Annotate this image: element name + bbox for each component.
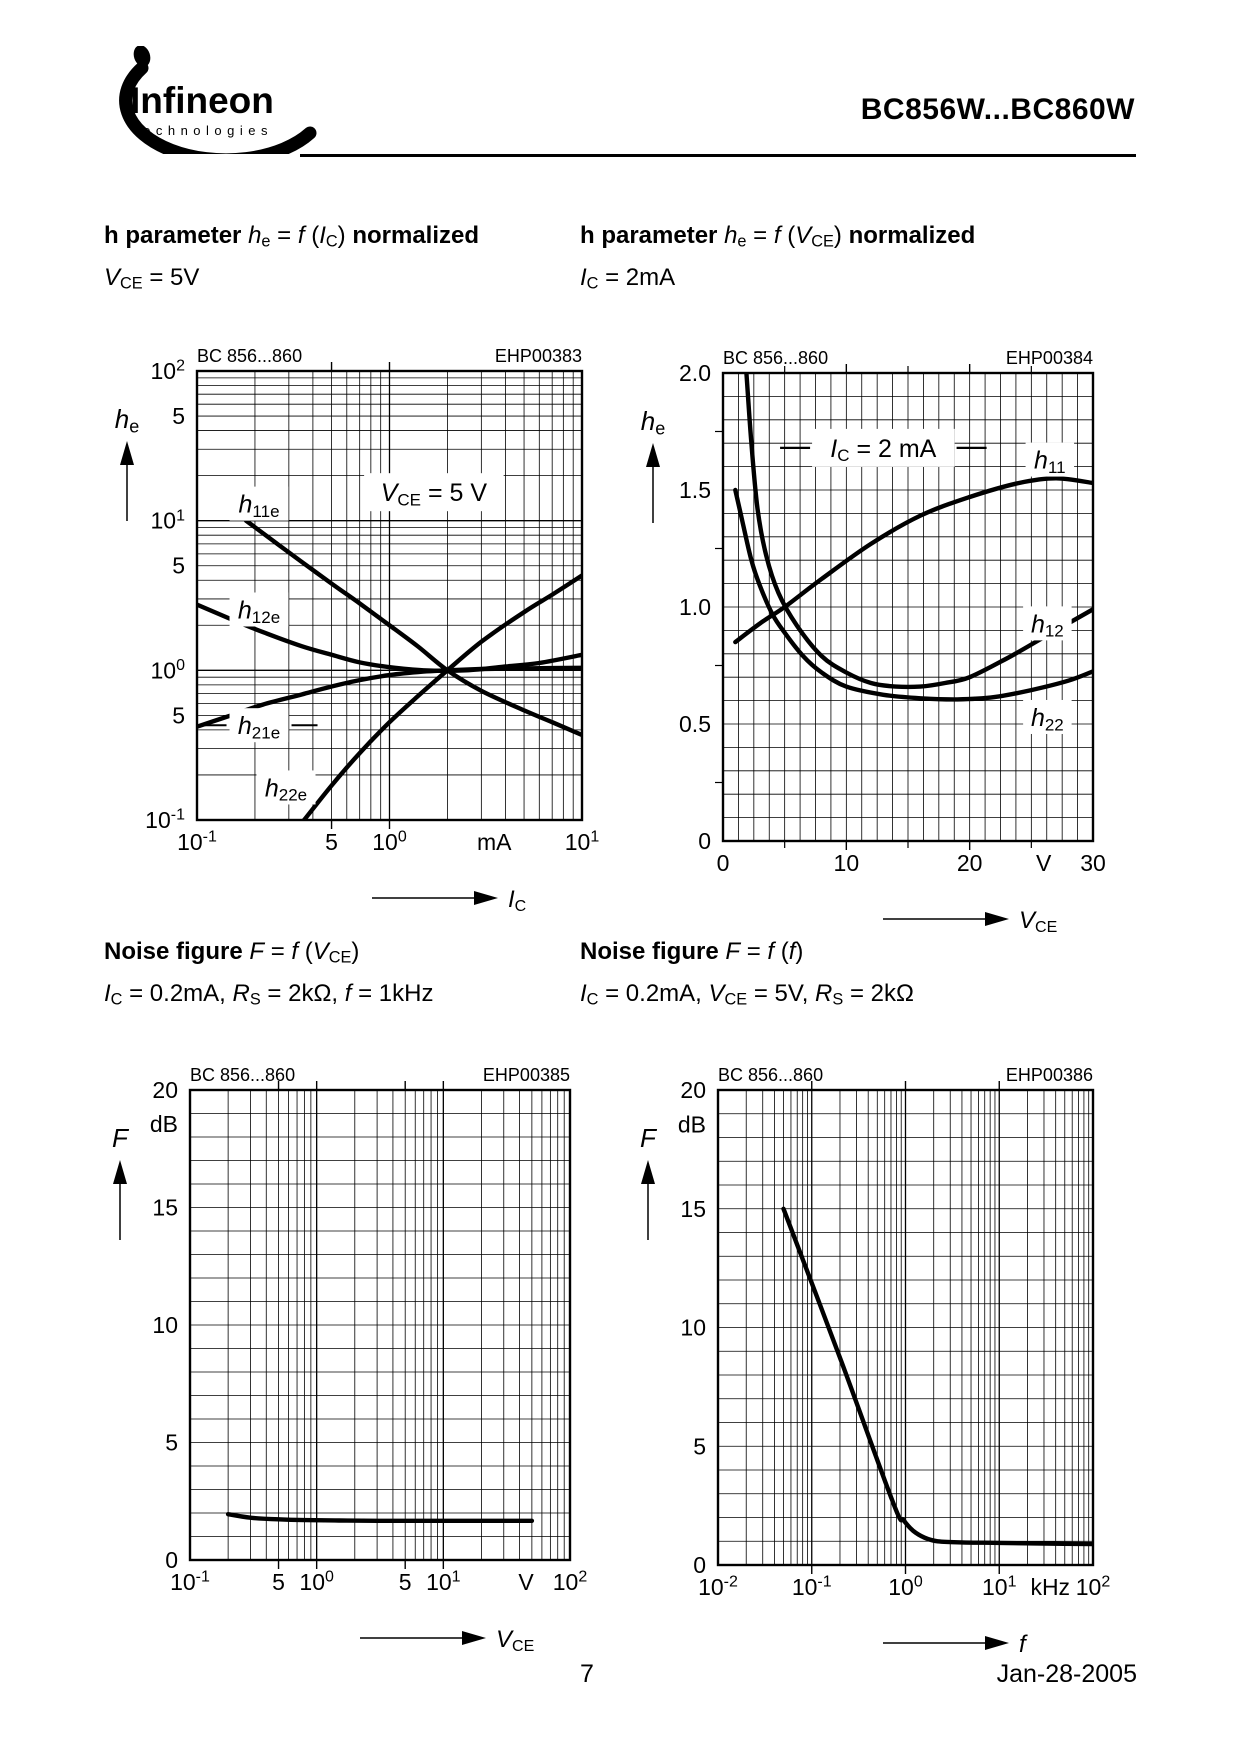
svg-text:10-1: $10^{-1}$ [170, 1568, 210, 1595]
text-segment: f [297, 222, 305, 249]
text-segment: I [104, 980, 111, 1007]
text-segment: V [795, 222, 812, 249]
text-segment: f [344, 980, 352, 1007]
text-segment: ) [337, 222, 353, 249]
text-segment: C [586, 990, 599, 1009]
y-axis-arrow-icon [120, 441, 134, 465]
y-axis-label: F [640, 1123, 656, 1153]
text-segment: = 5V, [747, 980, 816, 1007]
svg-text:kHz: kHz [1030, 1574, 1071, 1600]
svg-text:102: $10^2$ [150, 357, 185, 384]
y-axis-arrow-icon [641, 1160, 655, 1184]
chart-device-range: BC 856...860 [190, 1065, 296, 1085]
svg-text:V: V [518, 1569, 534, 1595]
svg-text:5: 5 [325, 829, 338, 855]
page-number: 7 [580, 1660, 594, 1688]
svg-text:0.5: 0.5 [679, 711, 711, 737]
text-segment: F [725, 938, 741, 965]
svg-text:101: $10^1$ [150, 507, 185, 534]
footer-date: Jan-28-2005 [996, 1660, 1137, 1688]
section-conditions-noise-f [580, 980, 914, 1010]
svg-text:5: 5 [398, 1569, 412, 1595]
svg-text:dB: dB [149, 1111, 178, 1138]
text-segment: Noise figure [104, 938, 250, 965]
curve-label-h11e: h11e [238, 490, 280, 521]
curve-label-h11: h11 [1034, 446, 1066, 477]
svg-text:15: 15 [152, 1194, 178, 1221]
text-segment: = 0.2mA, [122, 980, 233, 1007]
text-segment: I [319, 222, 326, 249]
text-segment: = [740, 938, 768, 965]
text-segment: f [291, 938, 299, 965]
svg-text:102: $10^2$ [1075, 1573, 1111, 1600]
text-segment: CE [811, 232, 834, 251]
svg-text:102: $10^2$ [552, 1568, 588, 1595]
section-conditions-h-param-vce [580, 264, 675, 294]
text-segment: C [110, 990, 123, 1009]
svg-text:dB: dB [677, 1111, 706, 1138]
svg-text:1.5: 1.5 [679, 477, 711, 503]
text-segment: R [232, 980, 250, 1007]
text-segment: f [767, 938, 775, 965]
brand-tagline: technologies [134, 123, 273, 138]
svg-text:100: $10^0$ [372, 828, 407, 855]
svg-text:10: 10 [833, 850, 860, 876]
svg-text:1.0: 1.0 [679, 594, 711, 620]
chart-ehp00385 [100, 1050, 640, 1705]
chart-canvas [100, 1050, 640, 1705]
series-group [228, 1514, 532, 1521]
chart-device-range: BC 856...860 [197, 346, 303, 366]
text-segment: = [746, 222, 774, 249]
svg-text:mA: mA [476, 829, 512, 855]
svg-text:20: 20 [956, 850, 983, 876]
text-segment: I [580, 264, 587, 291]
text-segment: f [773, 222, 781, 249]
text-segment: ( [780, 222, 796, 249]
chart-canvas [620, 335, 1140, 950]
x-axis-arrow-icon [462, 1631, 486, 1645]
text-segment: Noise figure [580, 938, 726, 965]
curve-h22e [304, 576, 582, 821]
curve-label-h12e: h12e [237, 596, 281, 627]
text-segment: ) [833, 222, 849, 249]
svg-text:101: $10^1$ [982, 1573, 1017, 1600]
x-axis-label: VCE [1019, 907, 1058, 937]
curve-F [228, 1514, 532, 1521]
grid [190, 1090, 570, 1560]
svg-text:100: $10^0$ [888, 1573, 923, 1600]
text-segment: h [724, 222, 738, 249]
section-conditions-h-param-ic [104, 264, 199, 294]
chart-figure-code: EHP00386 [1005, 1065, 1093, 1085]
text-segment: e [737, 232, 747, 251]
text-segment: I [580, 980, 587, 1007]
text-segment: = 2mA [598, 264, 676, 291]
text-segment: CE [120, 274, 143, 293]
chart-ehp00384 [620, 335, 1140, 950]
text-segment: = 1kHz [351, 980, 434, 1007]
brand-name: Infineon [130, 80, 274, 121]
text-segment: normalized [352, 222, 480, 249]
svg-text:0: 0 [693, 1552, 706, 1578]
text-segment: e [261, 232, 271, 251]
text-segment: CE [328, 948, 352, 967]
svg-text:5: 5 [172, 702, 185, 729]
grid [718, 1090, 1093, 1565]
text-segment: C [586, 274, 599, 293]
chart-figure-code: EHP00383 [494, 346, 582, 366]
curve-h11e [246, 521, 582, 735]
text-segment: normalized [848, 222, 976, 249]
svg-text:0: 0 [698, 828, 711, 854]
svg-text:10-1: $10^{-1}$ [177, 828, 217, 855]
svg-text:10: 10 [680, 1314, 706, 1341]
series-group [735, 373, 1093, 699]
svg-text:10-2: $10^{-2}$ [698, 1573, 738, 1600]
chart-ehp00383 [100, 335, 640, 950]
x-axis-label: VCE [496, 1626, 535, 1656]
svg-text:101: $10^1$ [564, 828, 600, 855]
curve-label-h21e: h21e [237, 712, 281, 743]
text-segment: F [249, 938, 265, 965]
text-segment: h [248, 222, 262, 249]
x-axis-label: IC [508, 886, 527, 916]
text-segment: ( [774, 938, 789, 965]
svg-text:5: 5 [165, 1429, 178, 1456]
text-segment: ( [298, 938, 313, 965]
svg-text:30: 30 [1080, 850, 1106, 876]
svg-text:5: 5 [172, 403, 185, 430]
svg-text:0: 0 [165, 1547, 178, 1573]
chart-annotation: IC = 2 mA [830, 434, 937, 466]
text-segment: = [270, 222, 298, 249]
text-segment: C [325, 232, 338, 251]
chart-figure-code: EHP00384 [1005, 348, 1093, 368]
chart-device-range: BC 856...860 [723, 348, 829, 368]
text-segment: = 0.2mA, [598, 980, 709, 1007]
text-segment: ) [795, 938, 804, 965]
chart-device-range: BC 856...860 [718, 1065, 824, 1085]
text-segment: S [249, 990, 261, 1009]
svg-text:100: $10^0$ [150, 657, 185, 684]
chart-ehp00386 [615, 1050, 1150, 1705]
text-segment: ( [304, 222, 320, 249]
svg-text:5: 5 [693, 1433, 706, 1460]
svg-text:10-1: $10^{-1}$ [145, 806, 185, 833]
section-title-h-param-vce [580, 222, 975, 252]
y-axis-arrow-icon [113, 1160, 127, 1184]
svg-text:10-1: $10^{-1}$ [791, 1573, 832, 1600]
logo-dot [131, 46, 153, 69]
svg-text:101: $10^1$ [426, 1568, 461, 1595]
x-axis-arrow-icon [474, 891, 498, 905]
header-rule [300, 154, 1136, 157]
curve-label-h12: h12 [1030, 610, 1064, 641]
svg-text:5: 5 [172, 552, 185, 579]
svg-text:5: 5 [272, 1569, 285, 1595]
y-axis-label: he [640, 406, 666, 439]
y-axis-arrow-icon [646, 443, 660, 467]
text-segment: V [104, 264, 121, 291]
y-axis-label: he [114, 404, 140, 437]
svg-text:15: 15 [680, 1195, 706, 1222]
chart-canvas [100, 335, 640, 950]
text-segment: = 2kΩ, [260, 980, 345, 1007]
curve-h22 [735, 490, 1093, 699]
x-axis-label: f [1019, 1631, 1026, 1658]
section-conditions-noise-vce [104, 980, 433, 1010]
svg-text:2.0: 2.0 [679, 360, 711, 386]
svg-text:20: 20 [680, 1077, 706, 1103]
chart-figure-code: EHP00385 [482, 1065, 570, 1085]
text-segment: = 2kΩ [843, 980, 914, 1007]
text-segment: ) [351, 938, 360, 965]
product-title: BC856W...BC860W [860, 93, 1135, 126]
x-axis-arrow-icon [985, 1636, 1009, 1650]
svg-text:100: $10^0$ [299, 1568, 334, 1595]
text-segment: V [708, 980, 725, 1007]
text-segment: f [788, 938, 796, 965]
section-title-h-param-ic [104, 222, 479, 252]
text-segment: h parameter [104, 222, 249, 249]
curve-label-h22e: h22e [264, 774, 308, 805]
text-segment: = 5V [142, 264, 200, 291]
text-segment: R [815, 980, 833, 1007]
curve-label-h22: h22 [1030, 703, 1064, 735]
svg-text:V: V [1035, 850, 1052, 876]
svg-text:0: 0 [716, 850, 730, 876]
text-segment: CE [724, 990, 748, 1009]
chart-canvas [615, 1050, 1150, 1705]
text-segment: h parameter [580, 222, 725, 249]
y-axis-label: F [112, 1123, 128, 1153]
infineon-logo [92, 46, 322, 154]
text-segment: S [832, 990, 844, 1009]
chart-annotation: VCE = 5 V [380, 479, 488, 510]
svg-text:10: 10 [152, 1312, 178, 1338]
svg-text:20: 20 [152, 1077, 178, 1103]
text-segment: = [264, 938, 292, 965]
x-axis-arrow-icon [985, 912, 1009, 926]
text-segment: V [312, 938, 329, 965]
